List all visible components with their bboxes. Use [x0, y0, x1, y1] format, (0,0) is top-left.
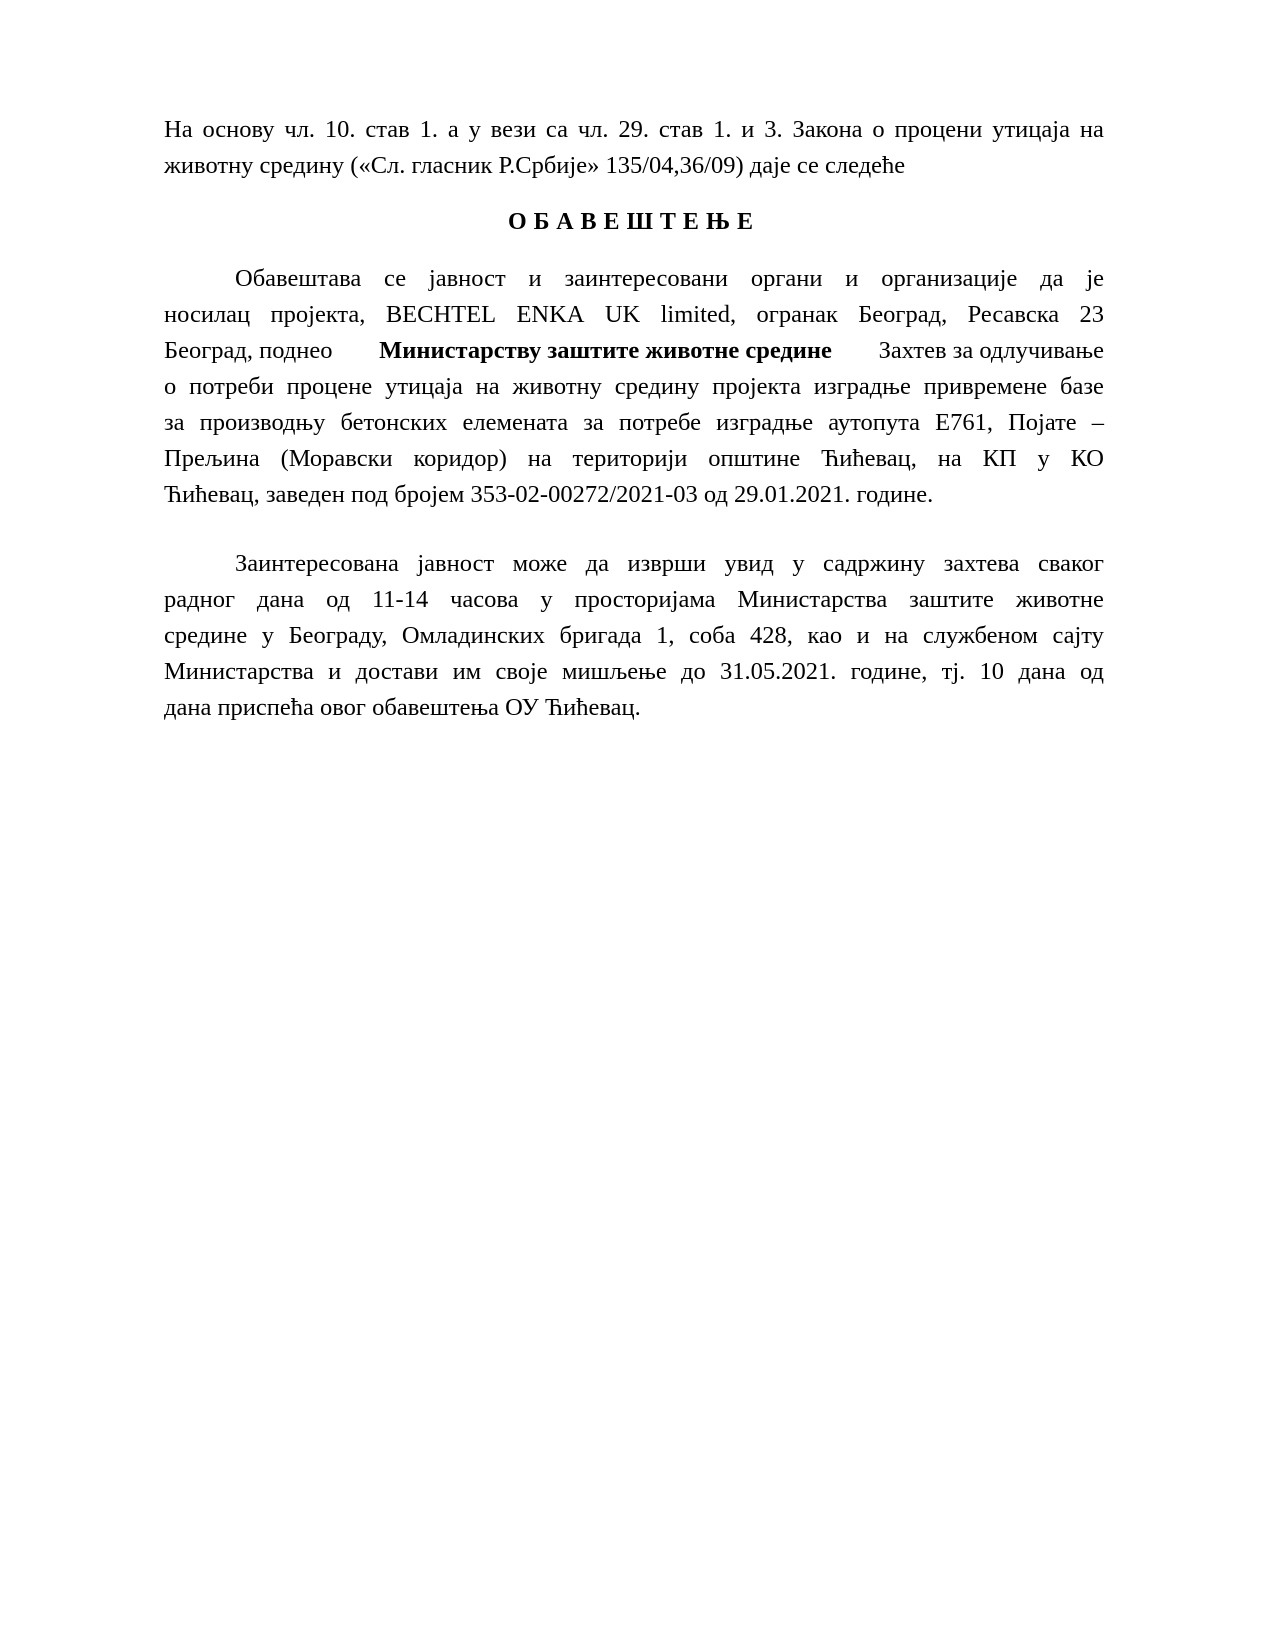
word: као	[807, 622, 843, 649]
word: КО	[1070, 445, 1104, 472]
ministry-name-bold: Министарству заштите животне средине	[379, 337, 832, 364]
word: изврши	[627, 550, 707, 577]
word: радног	[164, 586, 235, 613]
word: да	[585, 550, 610, 577]
word: службеном	[922, 622, 1038, 649]
word: основу	[202, 116, 275, 143]
word: о	[872, 116, 885, 143]
word: процени	[894, 116, 983, 143]
word: општине	[708, 445, 801, 472]
word: и	[741, 116, 755, 143]
word: да	[1040, 265, 1064, 292]
word: 3.	[764, 116, 783, 143]
word: Београд,	[858, 301, 948, 328]
word: 31.05.2021.	[720, 658, 837, 685]
word: UK	[604, 301, 641, 328]
word: до	[681, 658, 706, 685]
paragraph-1-line-3-pre: Београд, поднео	[164, 337, 333, 364]
word: пројекта	[712, 373, 801, 400]
word: BECHTEL	[385, 301, 497, 328]
word: у	[468, 116, 481, 143]
word: бригада	[559, 622, 642, 649]
word: може	[512, 550, 568, 577]
paragraph-2-line-2	[164, 582, 1104, 618]
word: потребе	[618, 409, 702, 436]
word: а	[447, 116, 459, 143]
word: утицаја	[385, 373, 463, 400]
word: Закона	[792, 116, 863, 143]
word: о	[164, 373, 177, 400]
word: Обавештава	[235, 265, 362, 292]
word: просторијама	[574, 586, 716, 613]
word: средине	[164, 622, 248, 649]
word: ENKA	[516, 301, 585, 328]
word: КП	[982, 445, 1017, 472]
word: Министарства	[164, 658, 314, 685]
word: 10.	[324, 116, 356, 143]
word: у	[1037, 445, 1050, 472]
word: јавност	[428, 265, 506, 292]
word: 23	[1079, 301, 1104, 328]
word: на	[1079, 116, 1104, 143]
word: Прељина	[164, 445, 260, 472]
word: достави	[355, 658, 439, 685]
word: на	[937, 445, 962, 472]
paragraph-2-line-3	[164, 618, 1104, 654]
word: и	[528, 265, 542, 292]
word: сваког	[1037, 550, 1104, 577]
intro-paragraph	[164, 112, 1104, 184]
document-title: ОБАВЕШТЕЊЕ	[508, 209, 760, 235]
word: 11-14	[371, 586, 429, 613]
word: захтева	[943, 550, 1020, 577]
word: дана	[256, 586, 305, 613]
document-page	[164, 112, 1104, 726]
word: Заинтересована	[235, 550, 399, 577]
word: заинтересовани	[564, 265, 729, 292]
word: елемената	[462, 409, 569, 436]
word: На	[164, 116, 193, 143]
paragraph-1	[164, 261, 1104, 513]
paragraph-1-line-3	[164, 333, 1104, 369]
word: потреби	[189, 373, 274, 400]
word: соба	[689, 622, 736, 649]
paragraph-1-line-6	[164, 441, 1104, 477]
paragraph-1-line-5	[164, 405, 1104, 441]
paragraph-2	[164, 546, 1104, 726]
word: године,	[850, 658, 928, 685]
word: вези	[490, 116, 537, 143]
paragraph-1-line-2	[164, 297, 1104, 333]
word: органи	[750, 265, 823, 292]
word: часова	[450, 586, 519, 613]
word: у	[540, 586, 553, 613]
word: и	[328, 658, 342, 685]
word: (Моравски	[280, 445, 393, 472]
word: Омладинских	[401, 622, 545, 649]
word: процене	[286, 373, 373, 400]
word: садржину	[823, 550, 926, 577]
word: 428,	[750, 622, 793, 649]
word: чл.	[284, 116, 316, 143]
word: је	[1086, 265, 1104, 292]
intro-line-1	[164, 112, 1104, 148]
word: сајту	[1052, 622, 1104, 649]
word: јавност	[417, 550, 495, 577]
word: територији	[572, 445, 688, 472]
word: за	[583, 409, 604, 436]
word: базе	[1060, 373, 1104, 400]
paragraph-2-line-5: дана приспећа овог обавештења ОУ Ћићевац.	[164, 694, 641, 721]
paragraph-1-line-1	[164, 261, 1104, 297]
word: Министарства	[737, 586, 888, 613]
word: Е761,	[935, 409, 993, 436]
word: утицаја	[992, 116, 1070, 143]
word: за	[164, 409, 185, 436]
word: дана	[1018, 658, 1066, 685]
word: 1,	[656, 622, 675, 649]
word: увид	[724, 550, 774, 577]
word: привремене	[923, 373, 1048, 400]
word: 29.	[618, 116, 650, 143]
word: limited,	[660, 301, 737, 328]
word: производњу	[199, 409, 326, 436]
word: Ресавска	[967, 301, 1060, 328]
paragraph-2-line-1	[164, 546, 1104, 582]
word: у	[261, 622, 275, 649]
paragraph-1-line-7: Ћићевац, заведен под бројем 353-02-00272/2021-03 од 29.01.2021. године.	[164, 481, 934, 508]
word: 1.	[713, 116, 732, 143]
word: Ћићевац,	[821, 445, 917, 472]
intro-line-2: животну средину («Сл. гласник Р.Србије» 135/04,36/09) даје се следеће	[164, 152, 906, 179]
word: мишљење	[561, 658, 667, 685]
word: Појате	[1008, 409, 1077, 436]
word: на	[527, 445, 552, 472]
word: у	[792, 550, 805, 577]
word: огранак	[756, 301, 838, 328]
word: пројекта,	[270, 301, 366, 328]
word: заштите	[909, 586, 994, 613]
word: бетонских	[340, 409, 448, 436]
word: 1.	[419, 116, 438, 143]
word: тј.	[941, 658, 966, 685]
paragraph-gap	[164, 513, 1104, 546]
word: изградње	[813, 373, 911, 400]
word: средину	[614, 373, 700, 400]
word: и	[856, 622, 870, 649]
word: аутопута	[828, 409, 921, 436]
word: на	[884, 622, 909, 649]
word: став	[658, 116, 704, 143]
word: организације	[881, 265, 1018, 292]
word: животну	[512, 373, 602, 400]
word: коридор)	[413, 445, 507, 472]
paragraph-2-line-4	[164, 654, 1104, 690]
word: 10	[979, 658, 1005, 685]
word: од	[326, 586, 351, 613]
word: своје	[495, 658, 548, 685]
word: од	[1079, 658, 1104, 685]
word: на	[475, 373, 500, 400]
word: став	[365, 116, 410, 143]
word: са	[545, 116, 568, 143]
paragraph-1-line-3-post: Захтев за одлучивање	[878, 337, 1104, 364]
word: се	[384, 265, 407, 292]
word: изградње	[716, 409, 814, 436]
word: Београду,	[288, 622, 388, 649]
word: животне	[1015, 586, 1104, 613]
word: носилац	[164, 301, 251, 328]
paragraph-1-line-4	[164, 369, 1104, 405]
word: и	[845, 265, 859, 292]
word: им	[452, 658, 482, 685]
word: –	[1091, 409, 1104, 436]
word: чл.	[577, 116, 609, 143]
